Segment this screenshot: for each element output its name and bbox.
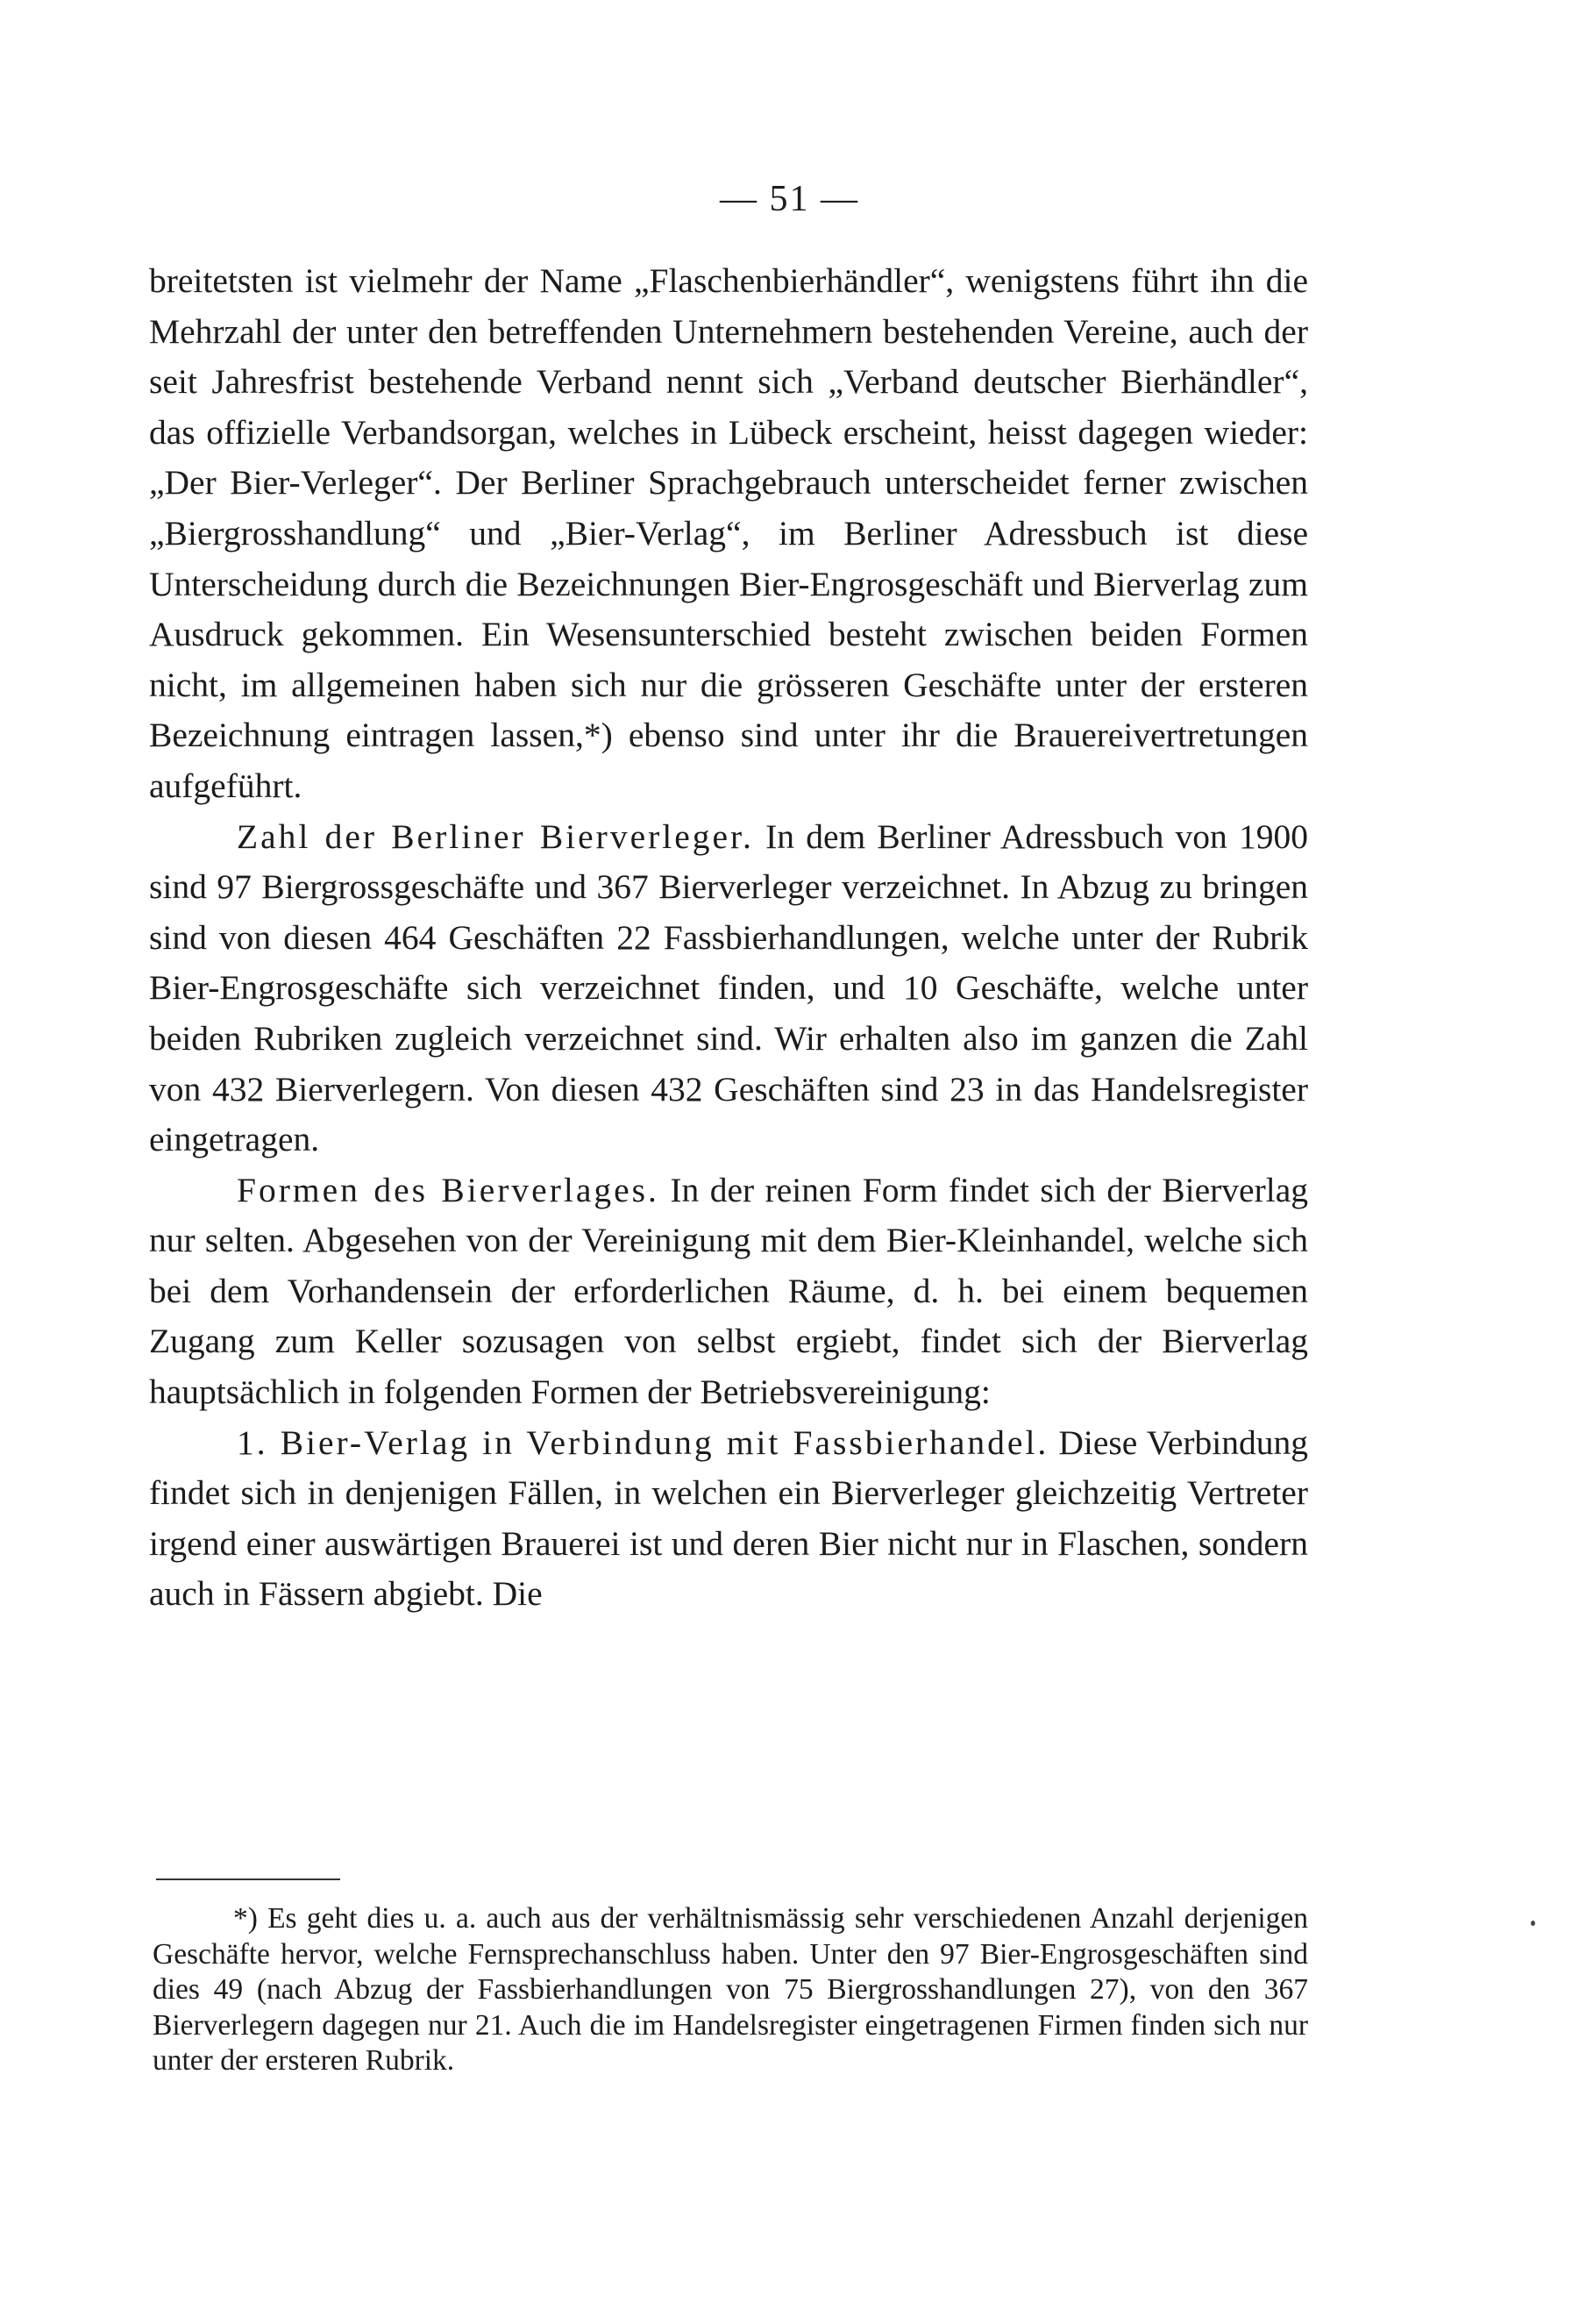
page-number: — 51 — xyxy=(720,179,859,219)
footnote-text: *) Es geht dies u. a. auch aus der verhältnismässig sehr verschiedenen Anzahl derjenigen Geschäfte hervor, welche Fernsprechanschluss haben. Unter den 97 Bier-Engrosgeschäften sind dies 49 (nach Abzug der Fassbierhandlungen von 75 Biergrosshandlungen 27), von den 367 Bierverlegern dagegen nur 21. Auch die im Handelsregister eingetragenen Firmen finden sich nur unter der ersteren Rubrik. xyxy=(153,1902,1308,2077)
main-text xyxy=(149,256,1308,1620)
paragraph-2 xyxy=(149,812,1308,1166)
paragraph-text: In dem Berliner Adressbuch von 1900 sind 97 Biergrossgeschäfte und 367 Bierverleger verzeichnet. In Abzug zu bringen sind von diesen 464 Geschäften 22 Fassbierhandlungen, welche unter der Rubrik Bier-Engrosgeschäfte sich verzeichnet finden, und 10 Geschäfte, welche unter beiden Rubriken zugleich verzeichnet sind. Wir erhalten also im ganzen die Zahl von 432 Bierverlegern. Von diesen 432 Geschäften sind 23 in das Handelsregister eingetragen. xyxy=(149,816,1308,1159)
paragraph-text: breitetsten ist vielmehr der Name „Flaschenbierhändler“, wenigstens führt ihn die Mehrzahl der unter den betreffenden Unternehmern bestehenden Vereine, auch der seit Jahresfrist bestehende Verband nennt sich „Verband deutscher Bierhändler“, das offizielle Verbandsorgan, welches in Lübeck erscheint, heisst dagegen wieder: „Der Bier-Verleger“. Der Berliner Sprachgebrauch unterscheidet ferner zwischen „Biergrosshandlung“ und „Bier-Verlag“, im Berliner Adressbuch ist diese Unterscheidung durch die Bezeichnungen Bier-Engrosgeschäft und Bierverlag zum Ausdruck gekommen. Ein Wesensunterschied besteht zwischen beiden Formen nicht, im allgemeinen haben sich nur die grösseren Geschäfte unter der ersteren Bezeichnung eintragen lassen,*) ebenso sind unter ihr die Brauereivertretungen aufgeführt. xyxy=(149,261,1308,805)
paper-speck xyxy=(1531,1921,1535,1926)
paragraph-4 xyxy=(149,1418,1308,1620)
paragraph-heading: 1. Bier-Verlag in Verbindung mit Fassbierhandel. xyxy=(237,1422,1049,1462)
paragraph-3 xyxy=(149,1166,1308,1418)
paragraph-text: In der reinen Form findet sich der Bierverlag nur selten. Abgesehen von der Vereinigung mit dem Bier-Kleinhandel, welche sich bei dem Vorhandensein der erforderlichen Räume, d. h. bei einem bequemen Zugang zum Keller sozusagen von selbst ergiebt, findet sich der Bierverlag hauptsächlich in folgenden Formen der Betriebsvereinigung: xyxy=(149,1170,1309,1412)
paragraph-heading: Zahl der Berliner Bierverleger. xyxy=(237,816,754,856)
paragraph-text: Diese Verbindung findet sich in denjenigen Fällen, in welchen ein Bierverleger gleichzeitig Vertreter irgend einer auswärtigen Brauerei ist und deren Bier nicht nur in Flaschen, sondern auch in Fässern abgiebt. Die xyxy=(149,1422,1309,1614)
footnote-divider xyxy=(156,1878,340,1880)
paragraph-1 xyxy=(149,256,1308,812)
footnote xyxy=(153,1901,1308,2079)
paragraph-heading: Formen des Bierverlages. xyxy=(237,1170,659,1209)
